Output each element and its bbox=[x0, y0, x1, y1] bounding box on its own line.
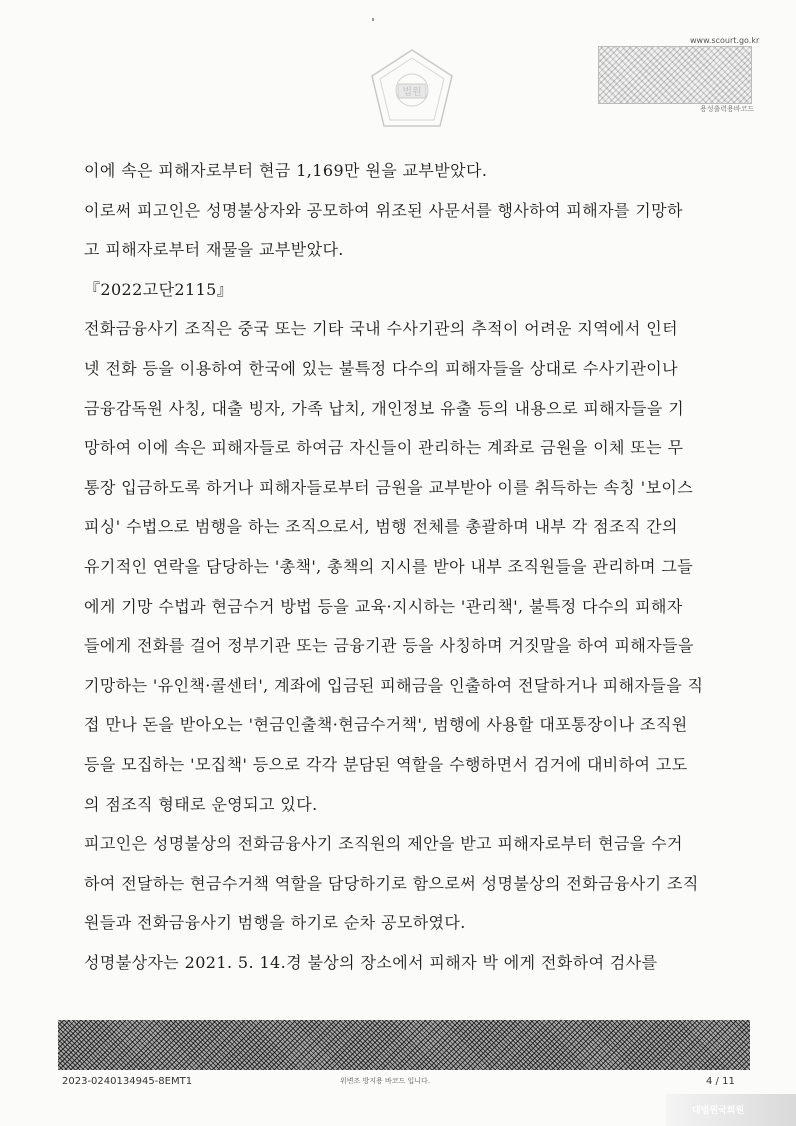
body-line: 기망하는 '유인책·콜센터', 계좌에 입금된 피해금을 인출하여 전달하거나 피해자들을 직 bbox=[84, 675, 704, 695]
page-number: 4 / 11 bbox=[706, 1076, 735, 1087]
body-line: 망하여 이에 속은 피해자들로 하여금 자신들이 관리하는 계좌로 금원을 이체 또는 무 bbox=[84, 438, 684, 458]
body-line: 하여 전달하는 현금수거책 역할을 담당하기로 함으로써 성명불상의 전화금융사기 조직 bbox=[84, 873, 699, 893]
body-line: 피고인은 성명불상의 전화금융사기 조직원의 제안을 받고 피해자로부터 현금을 수거 bbox=[84, 834, 683, 854]
body-line: 피싱' 수법으로 범행을 하는 조직으로서, 범행 전체를 총괄하며 내부 각 점조직 간의 bbox=[84, 517, 678, 537]
anti-forgery-barcode-band bbox=[58, 1020, 750, 1070]
top-tick-mark bbox=[372, 18, 374, 21]
body-line: 등을 모집하는 '모집책' 등으로 각각 분담된 역할을 수행하면서 검거에 대비하여 고도 bbox=[84, 754, 688, 774]
barcode-notice: 위변조 방지용 바코드 입니다. bbox=[340, 1077, 431, 1085]
document-id: 2023-0240134945-8EMT1 bbox=[62, 1076, 193, 1087]
body-line: 에게 기망 수법과 현금수거 방법 등을 교육·지시하는 '관리책', 불특정 다수의 피해자 bbox=[84, 596, 683, 616]
barcode-caption: 용성출력용바코드 bbox=[700, 105, 755, 113]
body-line: 고 피해자로부터 재물을 교부받았다. bbox=[84, 240, 344, 260]
document-body bbox=[84, 156, 720, 987]
body-line: 접 만나 돈을 받아오는 '현금인출책·현금수거책', 범행에 사용할 대포통장이나 조직원 bbox=[84, 715, 688, 735]
body-line: 넷 전화 등을 이용하여 한국에 있는 불특정 다수의 피해자들을 상대로 수사기관이나 bbox=[84, 358, 678, 378]
body-line: 들에게 전화를 걸어 정부기관 또는 금융기관 등을 사칭하며 거짓말을 하여 피해자들을 bbox=[84, 636, 694, 656]
body-line: 전화금융사기 조직은 중국 또는 기타 국내 수사기관의 추적이 어려운 지역에서 인터 bbox=[84, 319, 678, 339]
body-line: 이로써 피고인은 성명불상자와 공모하여 위조된 사문서를 행사하여 피해자를 기망하 bbox=[84, 200, 683, 220]
body-line: 성명불상자는 2021. 5. 14.경 불상의 장소에서 피해자 박 에게 전화하여 검사를 bbox=[84, 952, 658, 972]
court-seal-watermark bbox=[366, 46, 458, 132]
body-line: 금융감독원 사칭, 대출 빙자, 가족 납치, 개인정보 유출 등의 내용으로 피해자들을 기 bbox=[84, 398, 685, 418]
security-barcode bbox=[598, 46, 752, 104]
body-line: 통장 입금하도록 하거나 피해자들로부터 금원을 교부받아 이를 취득하는 속칭 '보이스 bbox=[84, 477, 694, 497]
site-url: www.scourt.go.kr bbox=[690, 36, 760, 45]
seal-text: 법원 bbox=[402, 87, 422, 98]
court-footer-label: 대법원국회원 bbox=[692, 1106, 745, 1116]
body-line: 원들과 전화금융사기 범행을 하기로 순차 공모하였다. bbox=[84, 913, 466, 933]
body-line: 유기적인 연락을 담당하는 '총책', 총책의 지시를 받아 내부 조직원들을 관리하며 그들 bbox=[84, 556, 694, 576]
body-line: 의 점조직 형태로 운영되고 있다. bbox=[84, 794, 318, 814]
case-number-heading: 『2022고단2115』 bbox=[84, 279, 234, 299]
body-line: 이에 속은 피해자로부터 현금 1,169만 원을 교부받았다. bbox=[84, 161, 488, 180]
